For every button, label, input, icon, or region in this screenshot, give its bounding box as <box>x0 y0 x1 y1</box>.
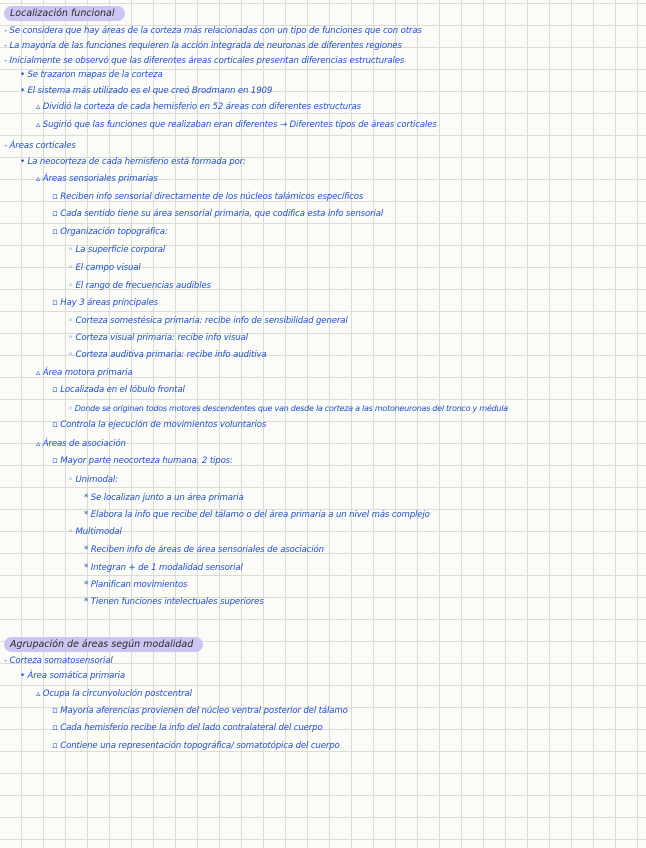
note-line: ◦ Unimodal: <box>68 475 118 485</box>
note-line: ◦ Corteza visual primaria: recibe info visual <box>68 333 248 343</box>
note-line: ▫ Organización topográfica: <box>52 227 168 237</box>
note-line: ▵ Áreas sensoriales primarias <box>36 174 158 184</box>
note-line: - La mayoría de las funciones requieren la acción integrada de neuronas de diferentes regiones <box>4 41 402 51</box>
note-line: * Tienen funciones intelectuales superiores <box>84 597 264 607</box>
note-line: • Área somática primaria <box>20 671 125 681</box>
note-line: ▵ Áreas de asociación <box>36 439 126 449</box>
section-title: Agrupación de áreas según modalidad <box>4 637 203 652</box>
note-line: - Se considera que hay áreas de la corteza más relacionadas con un tipo de funciones que con otras <box>4 26 422 36</box>
note-line: ▫ Mayoría aferencias provienen del núcleo ventral posterior del tálamo <box>52 706 348 716</box>
note-line: - Áreas corticales <box>4 141 76 151</box>
note-line: • El sistema más utilizado es el que creó Brodmann en 1909 <box>20 86 273 96</box>
note-line: ▵ Sugirió que las funciones que realizaban eran diferentes → Diferentes tipos de áreas corticales <box>36 120 437 130</box>
note-line: ▵ Dividió la corteza de cada hemisferio en 52 áreas con diferentes estructuras <box>36 102 361 112</box>
note-line: - Corteza somatosensorial <box>4 656 113 666</box>
note-line: • La neocorteza de cada hemisferio está formada por: <box>20 157 246 167</box>
note-line: ▫ Localizada en el lóbulo frontal <box>52 385 185 395</box>
note-line: ◦ El rango de frecuencias audibles <box>68 281 211 291</box>
note-line: - Inicialmente se observó que las diferentes áreas corticales presentan diferencias estructurales <box>4 56 405 66</box>
note-line: ▫ Mayor parte neocorteza humana. 2 tipos: <box>52 456 233 466</box>
note-line: * Reciben info de áreas de área sensoriales de asociación <box>84 545 324 555</box>
note-line: * Planifican movimientos <box>84 580 188 590</box>
note-line: ▫ Cada sentido tiene su área sensorial primaria, que codifica esta info sensorial <box>52 209 384 219</box>
note-line: ▵ Área motora primaria <box>36 368 133 378</box>
note-line: ▫ Hay 3 áreas principales <box>52 298 158 308</box>
note-line: * Integran + de 1 modalidad sensorial <box>84 563 243 573</box>
note-line: • Se trazaron mapas de la corteza <box>20 70 163 80</box>
note-line: ◦ El campo visual <box>68 263 141 273</box>
note-line: ▫ Controla la ejecución de movimientos voluntarios <box>52 420 267 430</box>
section-title: Localización funcional <box>4 6 125 21</box>
note-line: ◦ Corteza somestésica primaria: recibe info de sensibilidad general <box>68 316 348 326</box>
note-line: ▫ Contiene una representación topográfica/ somatotópica del cuerpo <box>52 741 340 751</box>
note-line: ◦ La superficie corporal <box>68 245 166 255</box>
note-line: ▫ Reciben info sensorial directamente de los núcleos talámicos específicos <box>52 192 364 202</box>
note-line: ◦ Multimodal <box>68 527 122 537</box>
note-line: ◦ Donde se originan todos motores descendentes que van desde la corteza a las motoneuronas del tronco y médula <box>68 403 508 413</box>
note-line: * Elabora la info que recibe del tálamo o del área primaria a un nivel más complejo <box>84 510 430 520</box>
note-line: ▵ Ocupa la circunvolución postcentral <box>36 689 192 699</box>
note-line: ▫ Cada hemisferio recibe la info del lado contralateral del cuerpo <box>52 723 323 733</box>
note-line: ◦ Corteza auditiva primaria: recibe info auditiva <box>68 350 267 360</box>
note-line: * Se localizan junto a un área primaria <box>84 493 244 503</box>
